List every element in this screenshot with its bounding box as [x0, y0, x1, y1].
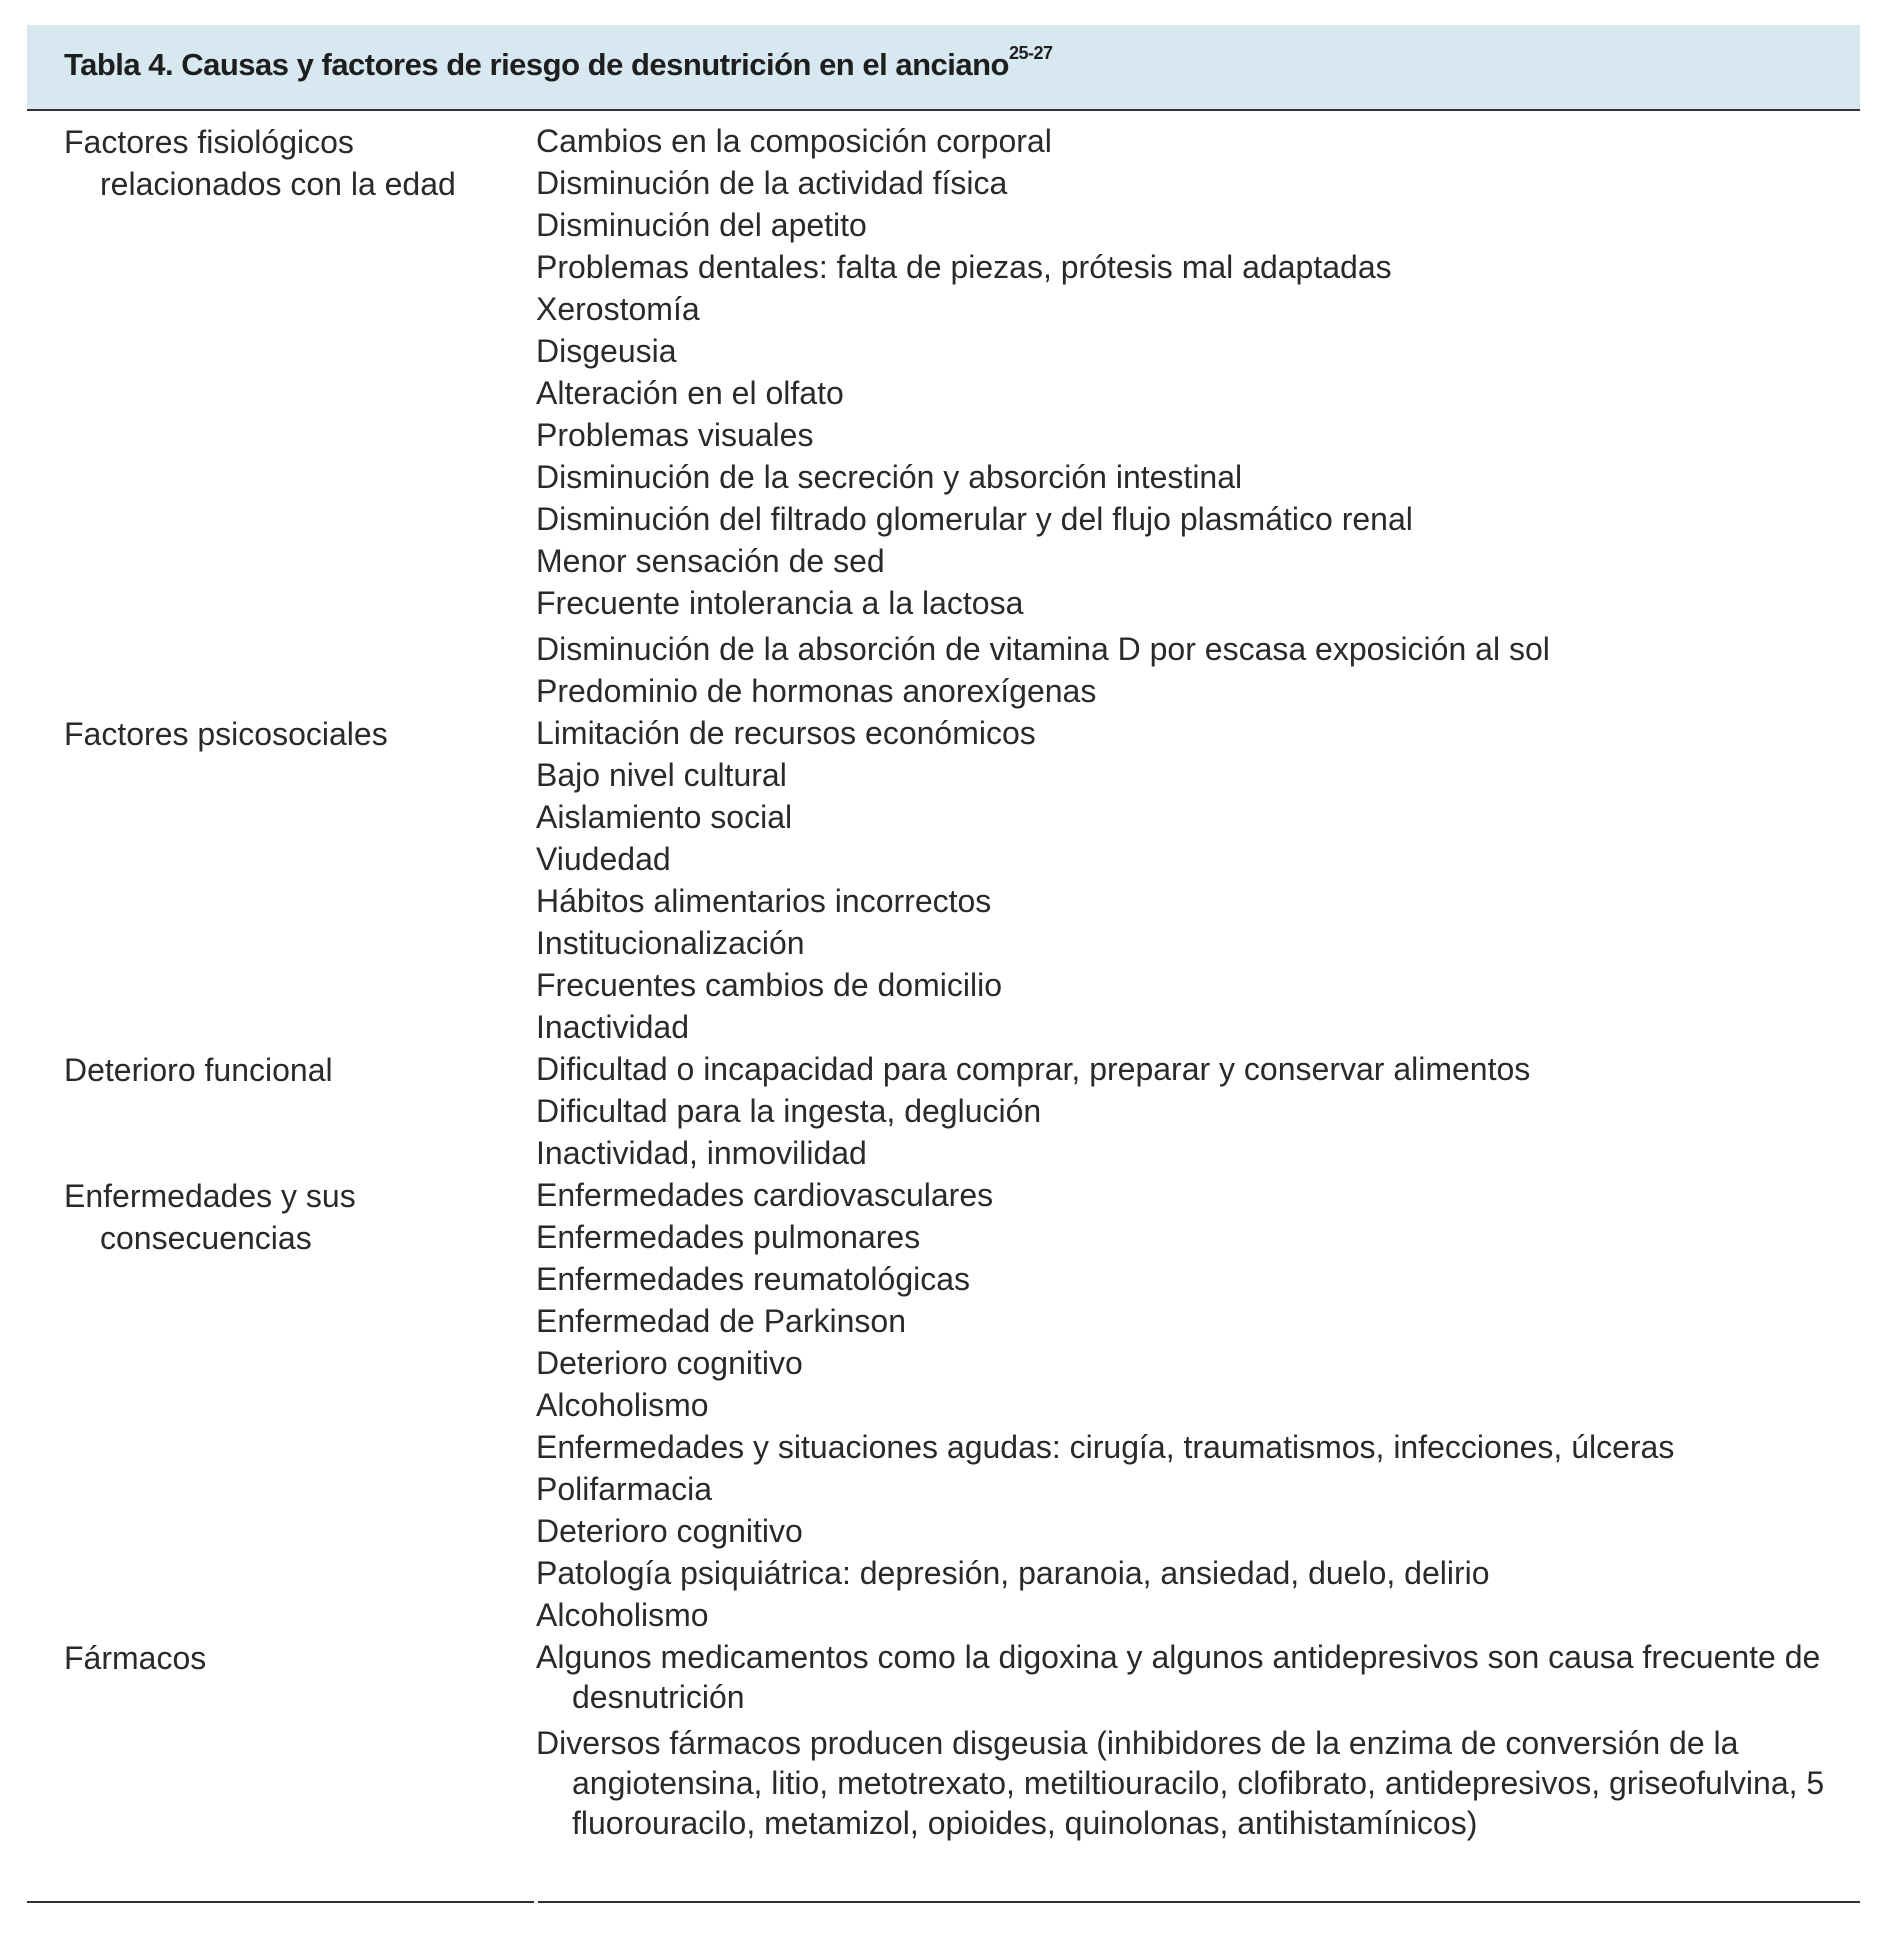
category-label: Deterioro funcional [64, 1052, 333, 1088]
factor-item: Enfermedad de Parkinson [536, 1303, 906, 1339]
table-body [27, 121, 1860, 1845]
table-row [27, 1175, 1860, 1637]
factor-item: Disminución del filtrado glomerular y del flujo plasmático renal [536, 501, 1413, 537]
category-label: Enfermedades y sus consecuencias [64, 1178, 356, 1256]
factor-item: Disminución de la absorción de vitamina D por escasa exposición al sol [536, 631, 1550, 667]
factor-item: Inactividad, inmovilidad [536, 1135, 867, 1171]
category-label: Factores psicosociales [64, 716, 388, 752]
factor-item: Menor sensación de sed [536, 543, 885, 579]
category-cell [27, 1175, 536, 1637]
factor-item: Enfermedades pulmonares [536, 1219, 921, 1255]
factor-item: Institucionalización [536, 925, 805, 961]
factor-item: Predominio de hormonas anorexígenas [536, 673, 1097, 709]
table-row [27, 1049, 1860, 1175]
factor-item: Algunos medicamentos como la digoxina y algunos antidepresivos son causa frecuente de desnutrición [536, 1639, 1821, 1715]
factors-cell [536, 1175, 1860, 1637]
factors-cell [536, 121, 1860, 713]
factor-item: Disminución de la secreción y absorción intestinal [536, 459, 1243, 495]
bottom-rule-left [27, 1901, 534, 1903]
category-cell [27, 1049, 536, 1175]
factor-item: Diversos fármacos producen disgeusia (inhibidores de la enzima de conversión de la angiotensina, litio, metotrexato, metiltiouracilo, clofibrato, antidepresivos, griseofulvina, 5 fluorouracilo, metamizol, opioides, quinolonas, antihistamínicos) [536, 1725, 1825, 1841]
factor-item: Cambios en la composición corporal [536, 123, 1052, 159]
category-label: Fármacos [64, 1640, 207, 1676]
factors-cell [536, 1637, 1860, 1845]
factor-item: Frecuente intolerancia a la lactosa [536, 585, 1024, 621]
factor-item: Dificultad para la ingesta, deglución [536, 1093, 1042, 1129]
factors-cell [536, 713, 1860, 1049]
factor-item: Polifarmacia [536, 1471, 713, 1507]
factor-item: Alteración en el olfato [536, 375, 844, 411]
factor-item: Frecuentes cambios de domicilio [536, 967, 1002, 1003]
factor-item: Bajo nivel cultural [536, 757, 787, 793]
category-cell [27, 713, 536, 1049]
table-row [27, 121, 1860, 713]
factor-item: Disminución de la actividad física [536, 165, 1008, 201]
factor-item: Enfermedades reumatológicas [536, 1261, 971, 1297]
factor-item: Hábitos alimentarios incorrectos [536, 883, 992, 919]
factor-item: Disminución del apetito [536, 207, 867, 243]
table-title [64, 43, 1053, 83]
bottom-rule-right [538, 1901, 1860, 1903]
factor-item: Deterioro cognitivo [536, 1345, 803, 1381]
factor-item: Disgeusia [536, 333, 677, 369]
category-label: Factores fisiológicos relacionados con la edad [64, 124, 456, 202]
factors-cell [536, 1049, 1860, 1175]
factor-item: Problemas dentales: falta de piezas, prótesis mal adaptadas [536, 249, 1392, 285]
title-reference: 25-27 [1008, 43, 1053, 63]
factor-item: Xerostomía [536, 291, 700, 327]
factor-item: Enfermedades cardiovasculares [536, 1177, 994, 1213]
table-row [27, 1637, 1860, 1845]
category-cell [27, 1637, 536, 1845]
category-cell [27, 121, 536, 713]
table-row [27, 713, 1860, 1049]
factor-item: Inactividad [536, 1009, 689, 1045]
factor-item: Dificultad o incapacidad para comprar, preparar y conservar alimentos [536, 1051, 1531, 1087]
table-title-text: Tabla 4. Causas y factores de riesgo de desnutrición en el anciano [64, 47, 1009, 82]
factor-item: Enfermedades y situaciones agudas: cirugía, traumatismos, infecciones, úlceras [536, 1429, 1675, 1465]
factor-item: Deterioro cognitivo [536, 1513, 803, 1549]
factor-item: Patología psiquiátrica: depresión, paranoia, ansiedad, duelo, delirio [536, 1555, 1490, 1591]
factor-item: Alcoholismo [536, 1597, 709, 1633]
table-header [27, 25, 1860, 111]
factor-item: Viudedad [536, 841, 671, 877]
factor-item: Limitación de recursos económicos [536, 715, 1036, 751]
factor-item: Alcoholismo [536, 1387, 709, 1423]
factor-item: Aislamiento social [536, 799, 793, 835]
factor-item: Problemas visuales [536, 417, 814, 453]
